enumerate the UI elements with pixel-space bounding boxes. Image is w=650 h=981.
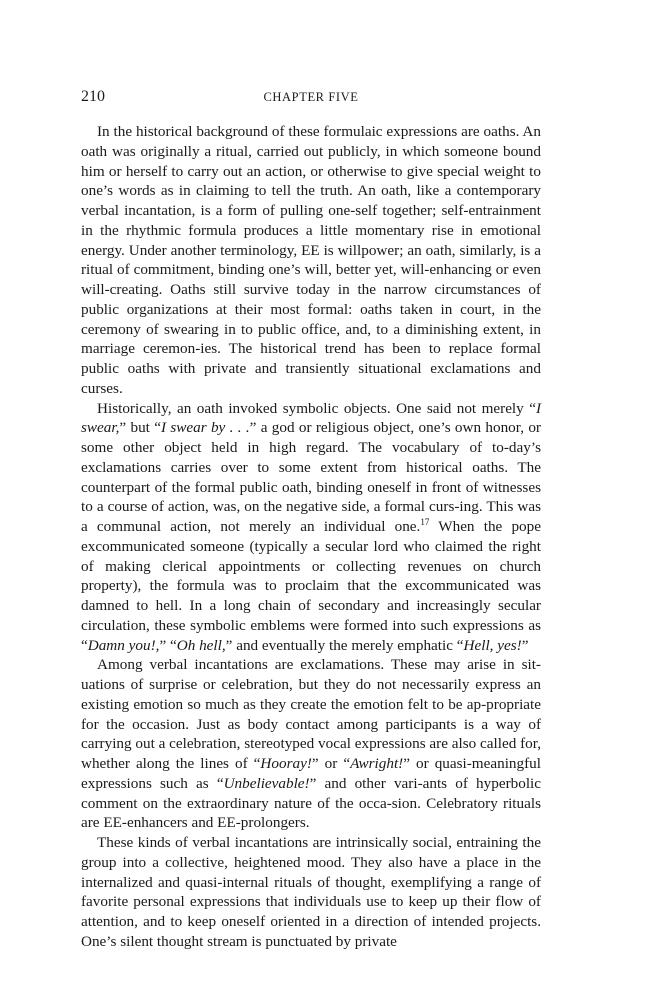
- paragraph-text: Historically, an oath invoked symbolic objects. One said not merely “: [97, 399, 536, 417]
- page-number: 210: [81, 88, 105, 105]
- paragraph-text: ” and eventually the merely emphatic “: [225, 636, 464, 654]
- body-text: [81, 122, 541, 952]
- paragraph-text: ” and other vari-ants of hyperbolic comment on the extraordinary nature of the occa-sion. Celebratory rituals are EE-enhancers and EE-prolongers.: [81, 774, 541, 832]
- paragraph-text: In the historical background of these formulaic expressions are oaths. An oath was originally a ritual, carried out publicly, in which someone bound him or herself to carry out an action, or otherwise to give special weight to one’s words as in claiming to tell the truth. An oath, like a contemporary verbal incantation, is a form of pulling one-self together; self-entrainment in the rhythmic formula produces a little momentary rise in emotional energy. Under another terminology, EE is willpower; an oath, similarly, is a ritual of commitment, binding one’s will, better yet, will-enhancing or even will-creating. Oaths still survive today in the narrow circumstances of public organizations at their most formal: oaths taken in court, in the ceremony of swearing in to public office, and, to a diminishing extent, in marriage ceremon-ies. The historical trend has been to replace formal public oaths with private and transiently situational exclamations and curses.: [81, 123, 541, 397]
- paragraph-text: ” “: [159, 636, 177, 654]
- running-head: [81, 88, 541, 108]
- italic-phrase: Oh hell,: [176, 636, 226, 654]
- italic-phrase: I swear by . . .: [160, 419, 250, 437]
- italic-phrase: Unbelievable!: [223, 774, 310, 792]
- italic-phrase: Awright!: [350, 755, 404, 772]
- paragraph-text: When the pope excommunicated someone (typically a secular lord who claimed the right of making clerical appointments or collecting revenues on church property), the formula was to proclaim that the excommunicated was damned to hell. In a long chain of secondary and increasingly secular circulation, these symbolic emblems were formed into such expressions as “: [81, 518, 541, 654]
- paragraph-text: Among verbal incantations are exclamations. These may arise in sit-uations of surprise or celebration, but they do not necessarily express an existing emotion so much as they create the emotion felt to be ap-propriate for the occasion. Just as body contact among participants is a way of carrying out a celebration, stereotyped vocal expressions are also called for, whether along the lines of “: [81, 656, 541, 772]
- chapter-heading: CHAPTER FIVE: [263, 90, 359, 104]
- paragraph-text: ”: [521, 636, 529, 654]
- italic-phrase: Damn you!,: [87, 636, 160, 654]
- paragraph-text: ” or “: [311, 755, 351, 772]
- paragraph-text: ” or quasi-meaningful expressions such as “: [81, 755, 541, 792]
- paragraph-text: These kinds of verbal incantations are intrinsically social, entraining the group into a collective, heightened mood. They also have a place in the internalized and quasi-internal rituals of thought, exemplifying a range of favorite personal expressions that individuals use to keep up their flow of attention, and to keep oneself oriented in a direction of intended projects. One’s silent thought stream is punctuated by private: [81, 834, 541, 950]
- paragraph-text: ” but “: [119, 419, 161, 437]
- paragraph-oaths: [81, 122, 541, 399]
- paragraph-exclamations: [81, 655, 541, 833]
- paragraph-symbolic-objects: [81, 399, 541, 656]
- paragraph-text: ” a god or religious object, one’s own honor, or some other object held in high regard. The vocabulary of to-day’s exclamations carries over to some extent from historical oaths. The counterpart of the formal public oath, binding oneself in front of witnesses to a course of action, was, on the negative side, a formal curs-ing. This was a communal action, not merely an individual one.: [81, 419, 541, 535]
- paragraph-verbal-incantations: [81, 833, 541, 952]
- italic-phrase: Hooray!: [260, 755, 312, 772]
- italic-phrase: I swear,: [81, 399, 541, 437]
- italic-phrase: Hell, yes!: [463, 636, 522, 654]
- footnote-marker[interactable]: 17: [420, 517, 430, 527]
